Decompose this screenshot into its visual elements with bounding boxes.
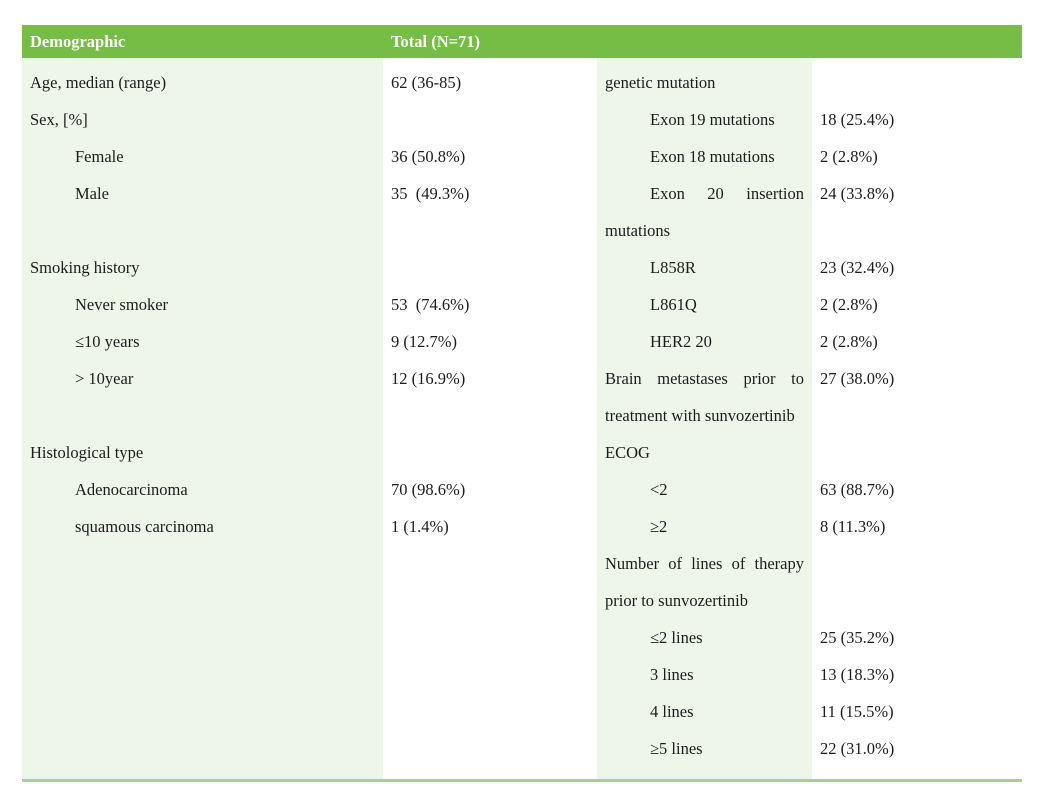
right-label-column: [597, 58, 812, 779]
table-cell-label: Exon 19 mutations: [650, 110, 775, 129]
table-cell-label: ≤10 years: [75, 332, 140, 351]
left-value-column: [383, 58, 597, 779]
table-cell-label: HER2 20: [650, 332, 712, 351]
table-cell-value: 2 (2.8%): [820, 295, 878, 314]
table-header-row: [22, 25, 1022, 58]
table-cell-value: [812, 582, 1022, 619]
table-cell-label: Sex, [%]: [30, 110, 88, 129]
right-value-column: [812, 58, 1022, 779]
table-cell-label: L858R: [650, 258, 696, 277]
left-label-column: [22, 58, 383, 779]
table-cell-value: [812, 64, 1022, 101]
header-cell-total: Total (N=71): [391, 32, 481, 51]
table-cell-value: 24 (33.8%): [820, 184, 895, 203]
table-cell-value: [383, 101, 597, 138]
table-cell-value: 22 (31.0%): [820, 739, 895, 758]
table-cell-label: Smoking history: [30, 258, 140, 277]
table-cell-label: Female: [75, 147, 124, 166]
table-cell-value: 63 (88.7%): [820, 480, 895, 499]
table-cell-value: [383, 249, 597, 286]
table-cell-label: [22, 212, 383, 249]
table-cell-label: Adenocarcinoma: [75, 480, 188, 499]
header-cell-demographic: Demographic: [30, 32, 126, 51]
table-cell-value: 9 (12.7%): [391, 332, 457, 351]
table-cell-value: 18 (25.4%): [820, 110, 895, 129]
table-cell-value: 11 (15.5%): [820, 702, 894, 721]
table-cell-label: genetic mutation: [605, 73, 716, 92]
table-cell-value: 25 (35.2%): [820, 628, 895, 647]
table-cell-value: 62 (36-85): [391, 73, 462, 92]
table-cell-value: 36 (50.8%): [391, 147, 466, 166]
table-cell-value: [812, 397, 1022, 434]
table-cell-value: [383, 434, 597, 471]
table-cell-label: squamous carcinoma: [75, 517, 214, 536]
table-cell-value: 1 (1.4%): [391, 517, 449, 536]
table-cell-value: [383, 397, 597, 434]
table-cell-value: 35 (49.3%): [391, 184, 470, 203]
table-cell-label: Age, median (range): [30, 73, 167, 92]
table-cell-label: [22, 397, 383, 434]
table-cell-value: [812, 434, 1022, 471]
table-cell-value: 2 (2.8%): [820, 332, 878, 351]
table-cell-label: 3 lines: [650, 665, 694, 684]
table-cell-label: ≤2 lines: [650, 628, 703, 647]
table-cell-label: Never smoker: [75, 295, 169, 314]
table-cell-value: 70 (98.6%): [391, 480, 466, 499]
table-cell-value: [812, 212, 1022, 249]
table-cell-value: 2 (2.8%): [820, 147, 878, 166]
demographics-table: [22, 25, 1022, 782]
table-body: [22, 58, 1022, 782]
table-cell-label: > 10year: [75, 369, 134, 388]
table-cell-label: Male: [75, 184, 109, 203]
table-cell-value: 12 (16.9%): [391, 369, 466, 388]
table-cell-value: 53 (74.6%): [391, 295, 470, 314]
table-cell-label: Number of lines of therapy: [605, 554, 804, 573]
table-cell-value: 13 (18.3%): [820, 665, 895, 684]
table-cell-label: <2: [650, 480, 668, 499]
table-cell-label: Exon 20 insertion: [650, 184, 804, 203]
table-cell-label: prior to sunvozertinib: [605, 591, 748, 610]
table-cell-value: 27 (38.0%): [820, 369, 895, 388]
table-cell-label: Brain metastases prior to: [605, 369, 804, 388]
table-cell-label: Histological type: [30, 443, 144, 462]
table-cell-label: mutations: [605, 221, 671, 240]
table-cell-value: [812, 545, 1022, 582]
table-cell-label: Exon 18 mutations: [650, 147, 775, 166]
table-cell-label: L861Q: [650, 295, 697, 314]
table-cell-label: treatment with sunvozertinib: [605, 406, 795, 425]
table-cell-label: ≥2: [650, 517, 668, 536]
table-cell-value: 23 (32.4%): [820, 258, 895, 277]
table-cell-label: ≥5 lines: [650, 739, 703, 758]
table-cell-label: ECOG: [605, 443, 650, 462]
table-cell-label: 4 lines: [650, 702, 694, 721]
table-cell-value: 8 (11.3%): [820, 517, 886, 536]
table-cell-value: [383, 212, 597, 249]
